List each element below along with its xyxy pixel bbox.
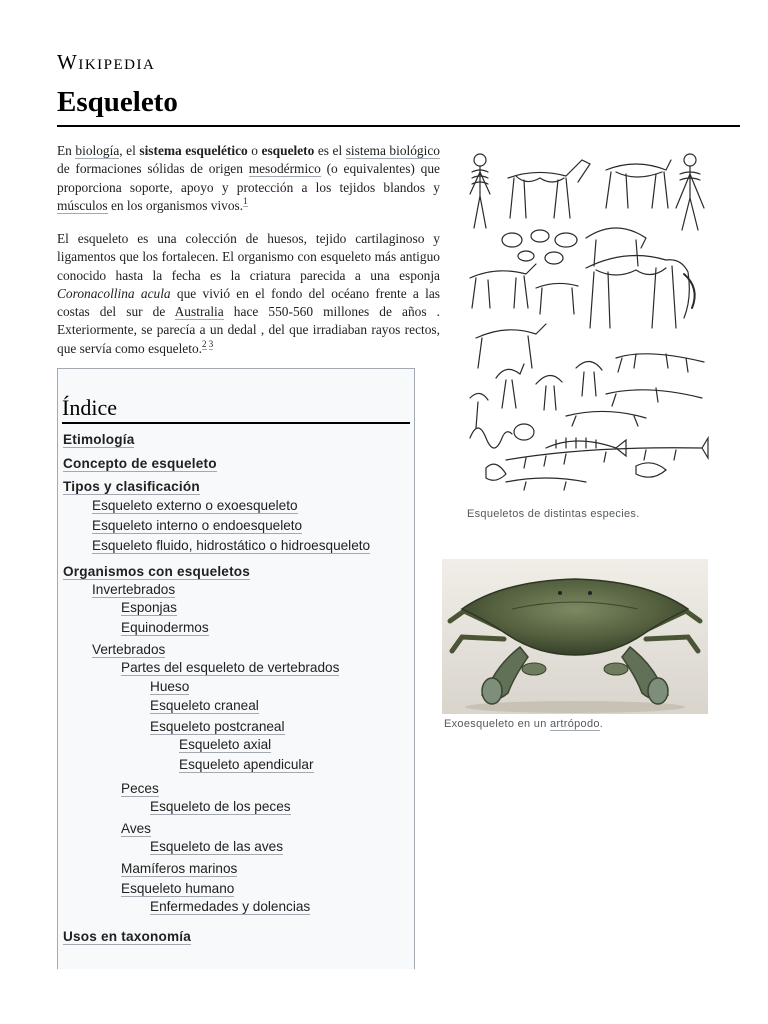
toc-item[interactable]: [150, 899, 310, 915]
toc-item[interactable]: [121, 881, 234, 897]
toc-item[interactable]: [121, 781, 159, 797]
link-sistema-biologico[interactable]: sistema biológico: [345, 143, 440, 158]
bird-skeletons-drawing: [470, 361, 602, 428]
toc-item[interactable]: [121, 600, 177, 616]
reference-2[interactable]: 2: [202, 339, 207, 350]
toc-item[interactable]: [121, 861, 237, 877]
toc-item-label: Concepto de esqueleto: [63, 456, 217, 471]
toc-item-label: Etimología: [63, 432, 135, 447]
turtle-snake-drawing: [470, 424, 534, 448]
horse-skeleton-drawing: [508, 160, 590, 218]
toc-item-label: Usos en taxonomía: [63, 929, 192, 944]
toc-item[interactable]: [92, 498, 298, 514]
toc-item[interactable]: [150, 839, 283, 855]
toc-item[interactable]: [179, 737, 271, 753]
toc-item[interactable]: [121, 660, 339, 676]
reference-1[interactable]: 1: [243, 196, 248, 207]
title-divider: [57, 125, 740, 127]
page-title: Esqueleto: [57, 86, 178, 118]
reptile-skeletons-drawing: [566, 354, 704, 426]
toc-item-label: Esqueleto craneal: [150, 698, 259, 713]
skeletons-illustration[interactable]: [466, 148, 710, 493]
toc-item[interactable]: [63, 456, 217, 472]
ape-skeleton-drawing: [676, 154, 704, 230]
toc-item[interactable]: [63, 432, 134, 448]
quadruped-skeletons-drawing: [470, 264, 578, 368]
toc-item-label: Vertebrados: [92, 642, 166, 657]
toc-item[interactable]: [121, 620, 209, 636]
toc-item[interactable]: [150, 719, 285, 735]
toc-item-label: Esqueleto apendicular: [179, 757, 314, 772]
intro-paragraph-1: En biología, el sistema esquelético o esqueleto es el sistema biológico de formaciones sólidas de origen mesodérmico (o equivalentes) que proporciona soporte, apoyo y protección a los tejidos blandos y músculos en los organismos vivos.$^1$: [57, 143, 440, 213]
toc-item[interactable]: [92, 538, 370, 554]
toc-item-label: Esqueleto interno o endoesqueleto: [92, 518, 303, 533]
toc-item[interactable]: [63, 564, 250, 580]
toc-item-label: Partes del esqueleto de vertebrados: [121, 660, 340, 675]
toc-item-label: Esponjas: [121, 600, 177, 615]
link-musculos[interactable]: músculos: [57, 197, 108, 213]
toc-item-label: Esqueleto de los peces: [150, 799, 291, 814]
elephant-skeleton-drawing: [586, 256, 695, 329]
toc-item[interactable]: [179, 757, 314, 773]
toc-item-label: Esqueleto de las aves: [150, 839, 284, 854]
crab-caption: Exoesqueleto en un artrópodo.: [444, 718, 604, 730]
toc-item-label: Aves: [121, 821, 151, 836]
italic-species-name: Coronacollina acula: [57, 285, 171, 301]
toc-item[interactable]: [92, 642, 165, 658]
toc-item-label: Esqueleto externo o exoesqueleto: [92, 498, 298, 513]
toc-title: Índice: [62, 395, 410, 424]
toc-item-label: Esqueleto fluido, hidrostático o hidroesqueleto: [92, 538, 371, 553]
human-skeleton-drawing: [470, 154, 490, 228]
toc-item-label: Hueso: [150, 679, 190, 694]
bold-sistema-esqueletico: sistema esquelético: [139, 143, 248, 158]
toc-item[interactable]: [150, 679, 189, 695]
toc-item[interactable]: [92, 518, 302, 534]
toc-item-label: Organismos con esqueletos: [63, 564, 251, 579]
bold-esqueleto: esqueleto: [261, 143, 315, 158]
toc-item[interactable]: [63, 479, 200, 495]
toc-item-label: Mamíferos marinos: [121, 861, 238, 876]
link-australia[interactable]: Australia: [174, 304, 224, 320]
toc-item[interactable]: [92, 582, 175, 598]
skulls-drawing: [502, 228, 646, 266]
toc-item-label: Invertebrados: [92, 582, 176, 597]
reference-3[interactable]: 3: [208, 339, 214, 350]
toc-item[interactable]: [63, 929, 191, 945]
fish-skeletons-drawing: [486, 438, 708, 490]
toc-item[interactable]: [150, 799, 291, 815]
toc-item-label: Enfermedades y dolencias: [150, 899, 311, 914]
toc-item-label: Esqueleto axial: [179, 737, 272, 752]
link-biologia[interactable]: biología: [75, 143, 120, 158]
toc-item-label: Tipos y clasificación: [63, 479, 200, 494]
toc-item[interactable]: [121, 821, 151, 837]
animal-skeleton-drawing: [606, 160, 671, 208]
link-mesodermico[interactable]: mesodérmico: [248, 161, 321, 177]
toc-item[interactable]: [150, 698, 259, 714]
wikipedia-logo[interactable]: Wikipedia: [57, 50, 156, 74]
intro-paragraph-2: El esqueleto es una colección de huesos, tejido cartilaginoso y ligamentos que los fortalecen. El organismo con esqueleto más antiguo conocido hasta la fecha es la criatura parecida a una esponja Coronacollina acula que vivió en el fondo del océano frente a las costas del sur de Australia hace 550-560 millones de años . Exteriormente, se parecía a un dedal , del que irradiaban rayos rectos, que servía como esqueleto.$^{2 3}$: [57, 231, 440, 356]
toc-item-label: Esqueleto postcraneal: [150, 719, 285, 734]
skeletons-caption: Esqueletos de distintas especies.: [467, 508, 640, 520]
table-of-contents: [57, 368, 415, 969]
toc-item-label: Peces: [121, 781, 159, 796]
link-artropodo[interactable]: artrópodo: [550, 718, 600, 730]
toc-item-label: Esqueleto humano: [121, 881, 235, 896]
toc-item-label: Equinodermos: [121, 620, 209, 635]
crab-photo[interactable]: [442, 559, 708, 714]
